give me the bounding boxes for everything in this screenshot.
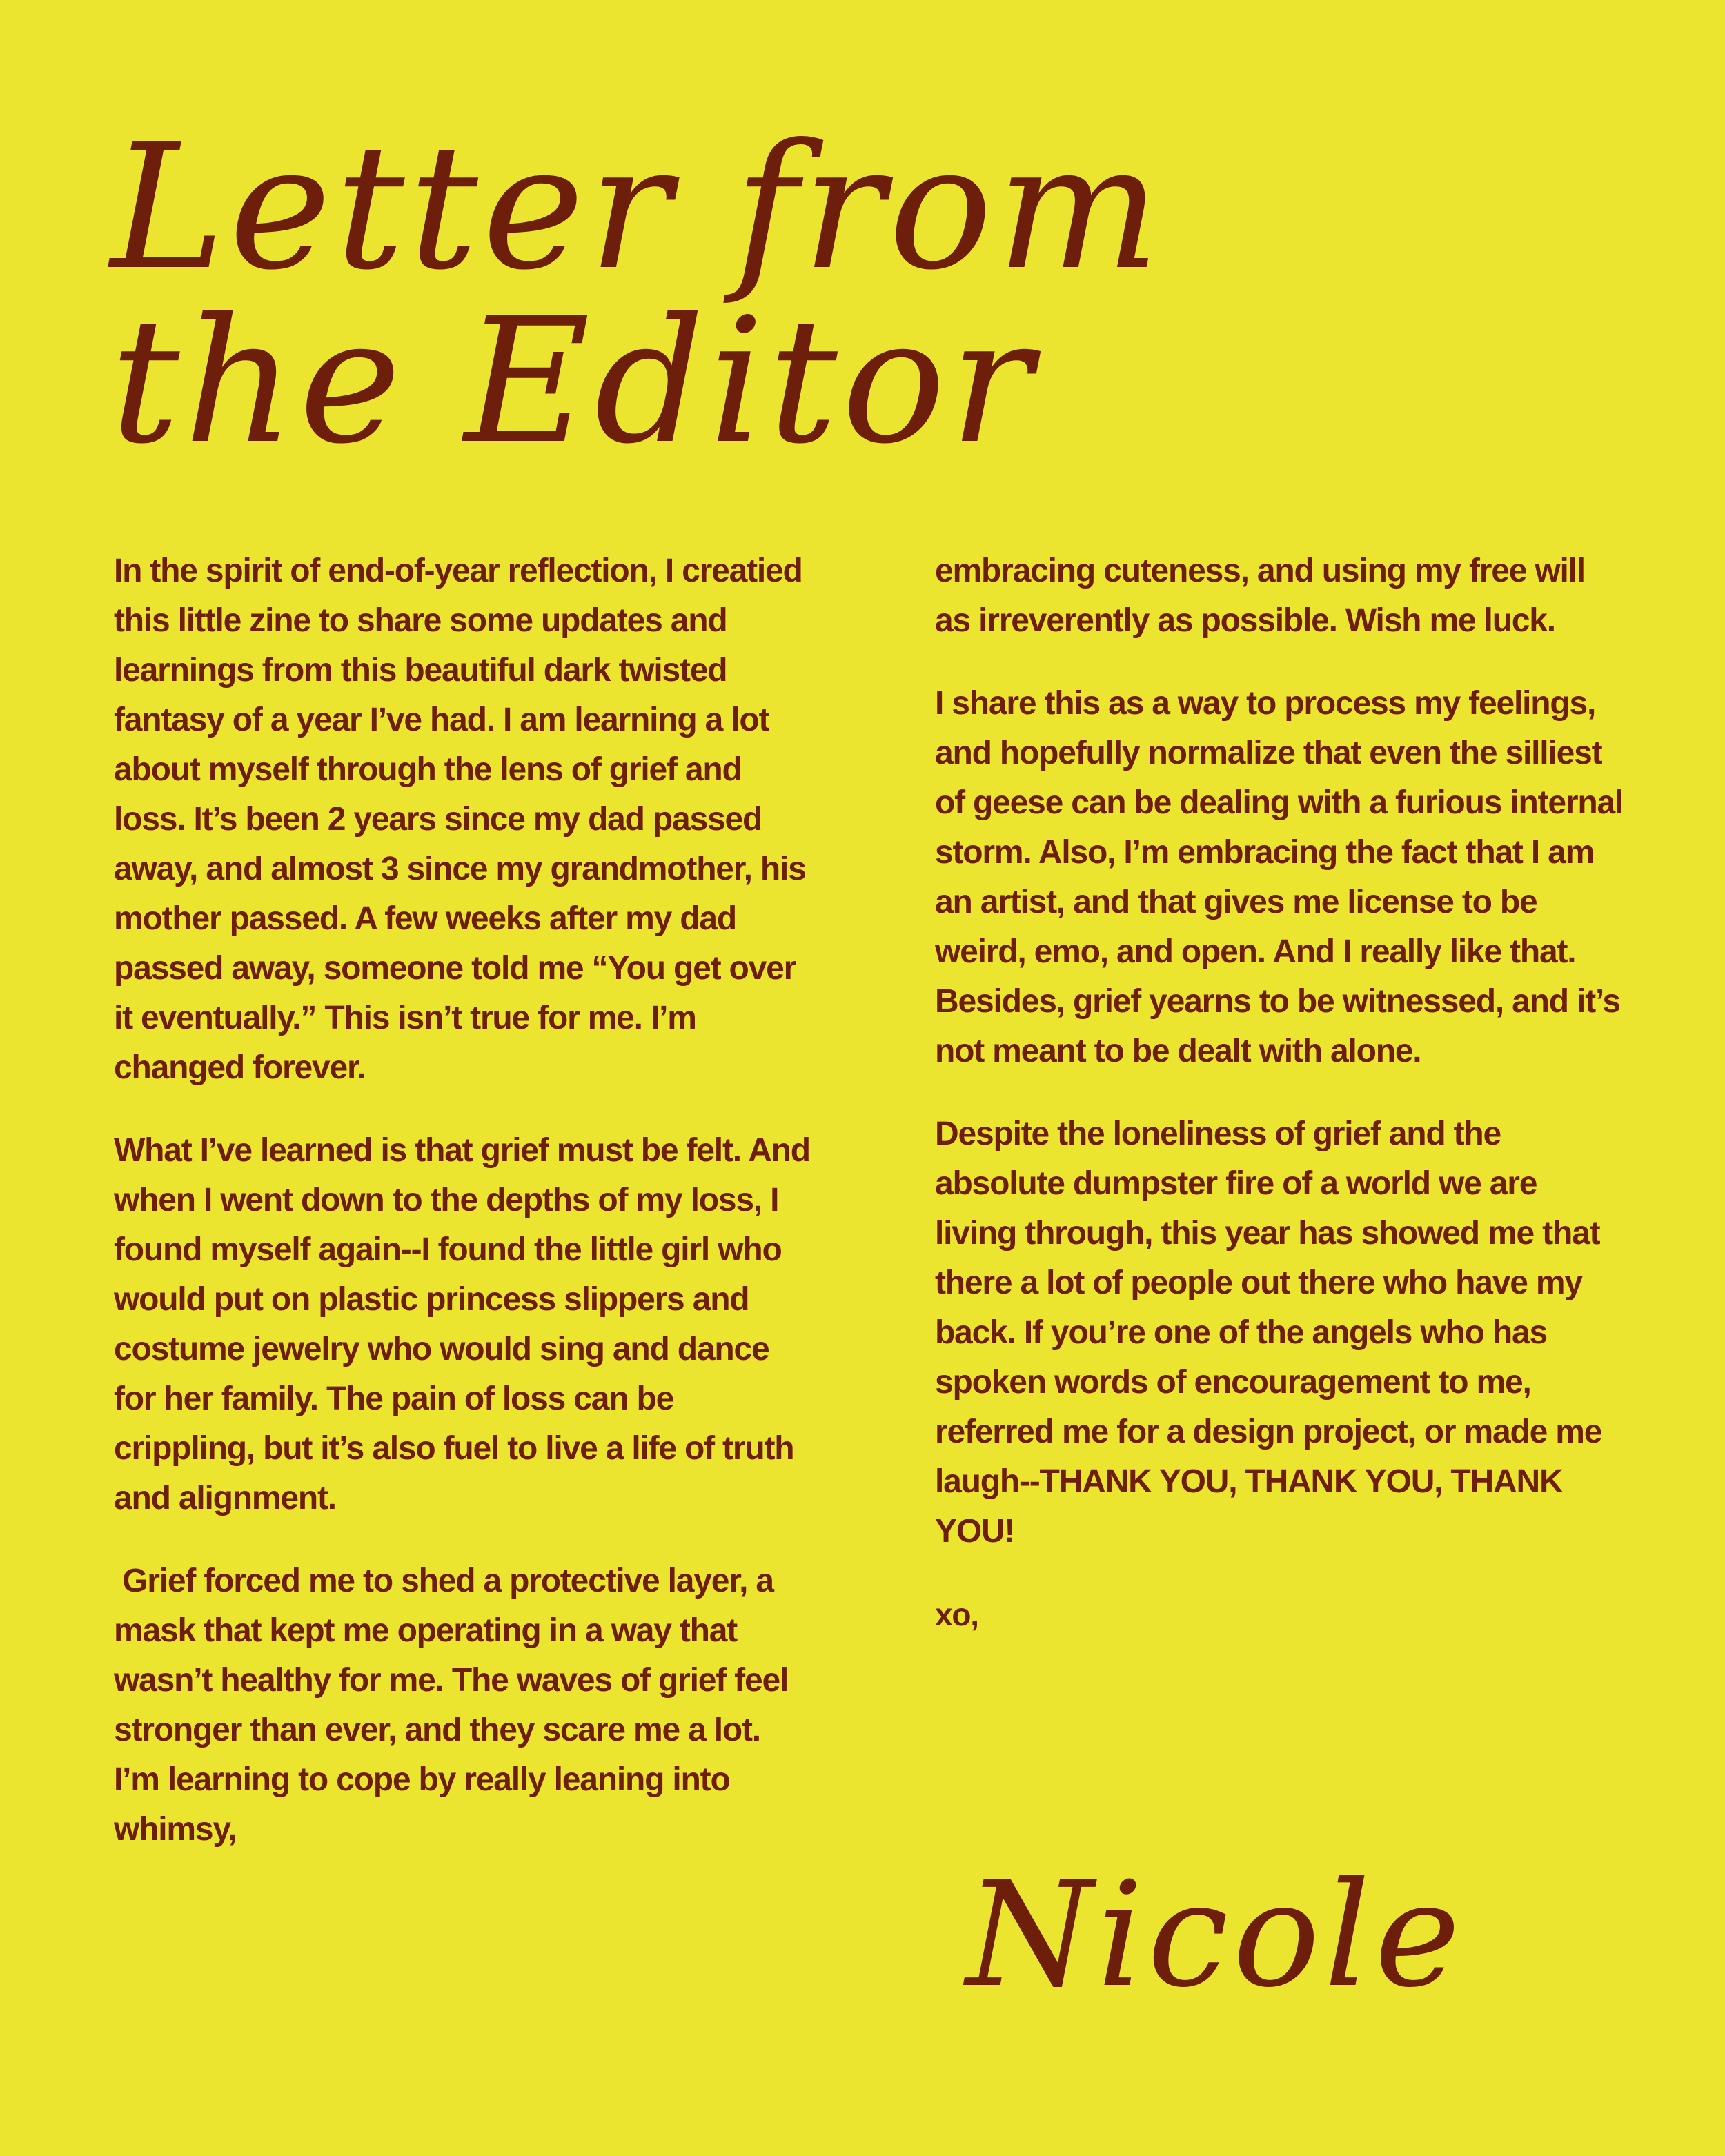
title-line-1: Letter from [110, 107, 1165, 308]
letter-paragraph-3: Grief forced me to shed a protective layer, a mask that kept me operating in a way that wasn’t healthy for me. The waves of grief feel stronger than ever, and they scare me a lot. I’m learning to cope by really leaning into whimsy, [114, 1563, 797, 1848]
letter-paragraph-1: In the spirit of end-of-year reflection, I creatied this little zine to share some updates and learnings from this beautiful dark twisted fantasy of a year I’ve had. I am learning a lot about myself through the lens of grief and loss. It’s been 2 years since my dad passed away, and almost 3 since my grandmother, his mother passed. A few weeks after my dad passed away, someone told me “You get over it eventually.” This isn’t true for me. I’m changed forever. [114, 553, 806, 1086]
letter-paragraph-5: I share this as a way to process my feelings, and hopefully normalize that even the silliest of geese can be dealing with a furious internal storm. Also, I’m embracing the fact that I am an artist, and that gives me license to be weird, emo, and open. And I really like that. Besides, grief yearns to be witnessed, and it’s not meant to be dealt with alone. [935, 685, 1624, 1069]
title-line-2: the Editor [110, 281, 1036, 482]
letter-paragraph-4: embracing cuteness, and using my free will as irreverently as possible. Wish me luck. [935, 553, 1585, 639]
page-title [110, 107, 1165, 482]
signature: Nicole [966, 1850, 1465, 2019]
letter-paragraph-6: Despite the loneliness of grief and the absolute dumpster fire of a world we are living through, this year has showed me that there a lot of people out there who have my back. If you’re one of the angels who has spoken words of encouragement to me, referred me for a design project, or made me laugh--THANK YOU, THANK YOU, THANK YOU! [935, 1116, 1602, 1550]
signoff: xo, [935, 1596, 978, 1632]
left-column [114, 546, 811, 1888]
letter-paragraph-2: What I’ve learned is that grief must be felt. And when I went down to the depths of my loss, I found myself again--I found the little girl who would put on plastic princess slippers and costume jewelry who would sing and dance for her family. The pain of loss can be crippling, but it’s also fuel to live a life of truth and alignment. [114, 1132, 810, 1516]
right-column [935, 546, 1625, 1672]
